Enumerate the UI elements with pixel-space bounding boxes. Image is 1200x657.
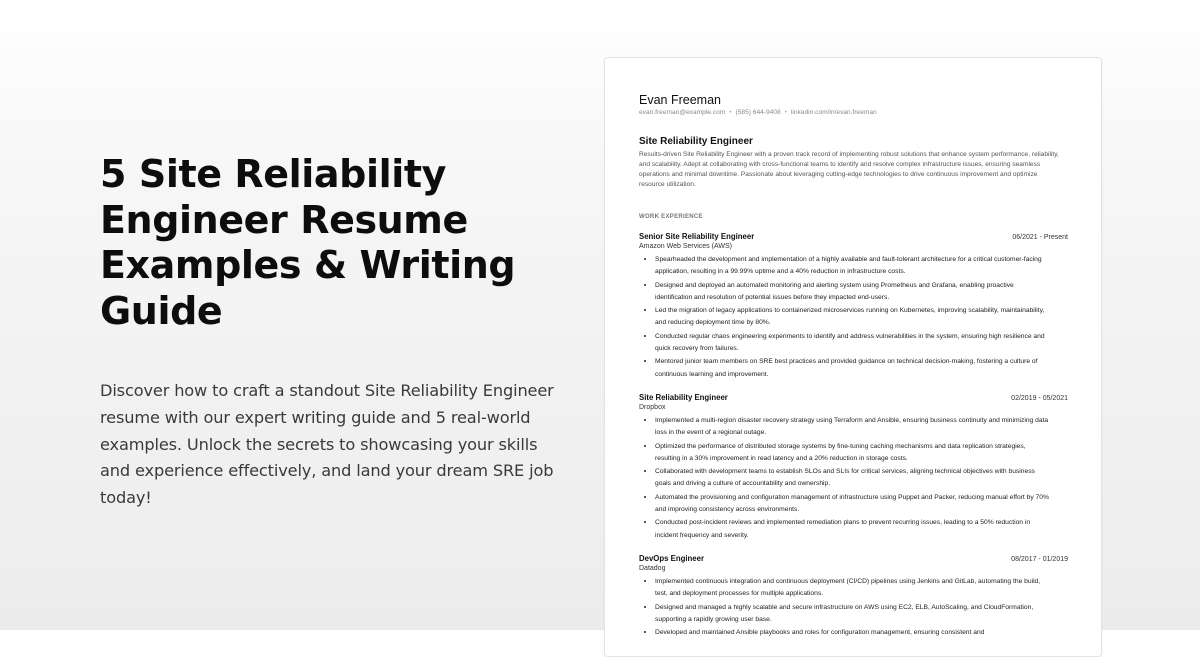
job-header [639, 393, 1068, 402]
job-title: Site Reliability Engineer [639, 392, 728, 402]
contact-separator: • [784, 109, 787, 116]
job-dates: 02/2019 - 05/2021 [1011, 394, 1068, 402]
job-bullet: • Implemented continuous integration and continuous deployment (CI/CD) pipelines using Jenkins and GitLab, automating the build, test, and deployment processes for multiple applications. [655, 575, 1050, 601]
contact-email: evan.freeman@example.com [639, 109, 726, 116]
resume-name: Evan Freeman [639, 93, 721, 107]
job-bullet: • Designed and managed a highly scalable and secure infrastructure on AWS using EC2, ELB, AutoScaling, and CloudFormation, supporting a rapidly growing user base. [655, 601, 1050, 627]
job-entry [639, 232, 1068, 381]
hero [100, 152, 570, 528]
job-bullet: • Collaborated with development teams to establish SLOs and SLIs for critical services, aligning technical objectives with business goals and driving a culture of accountability and ownership. [655, 465, 1050, 491]
job-entry [639, 554, 1068, 639]
job-company: Datadog [639, 564, 666, 572]
job-bullet: • Developed and maintained Ansible playbooks and roles for configuration management, ensuring consistent and [655, 626, 1050, 639]
job-bullet: • Automated the provisioning and configuration management of infrastructure using Puppet and Packer, reducing manual effort by 70% and improving consistency across environments. [655, 491, 1050, 517]
contact-phone: (585) 644-9408 [735, 109, 781, 116]
contact-linkedin: linkedin.com/in/evan.freeman [790, 109, 877, 116]
resume-contact [639, 109, 1068, 116]
resume-title: Site Reliability Engineer [639, 136, 753, 147]
page-description: Discover how to craft a standout Site Reliability Engineer resume with our expert writing guide and 5 real-world examples. Unlock the secrets to showcasing your skills and experience effectively, and land your dream SRE job today! [100, 381, 554, 508]
job-bullet: • Optimized the performance of distributed storage systems by fine-tuning caching mechanisms and data replication strategies, resulting in a 30% improvement in read latency and a 20% reduction in storage costs. [655, 440, 1050, 466]
job-header [639, 232, 1068, 241]
work-experience-list [639, 232, 1068, 639]
job-entry [639, 393, 1068, 542]
job-bullet: • Implemented a multi-region disaster recovery strategy using Terraform and Ansible, ensuring business continuity and minimizing data loss in the event of a regional outage. [655, 414, 1050, 440]
job-bullet: • Mentored junior team members on SRE best practices and provided guidance on technical decision-making, fostering a culture of continuous learning and improvement. [655, 355, 1050, 381]
job-dates: 06/2021 - Present [1012, 234, 1068, 241]
job-bullet: • Conducted regular chaos engineering experiments to identify and address vulnerabilities in the system, ensuring high resilience and quick recovery from failures. [655, 330, 1050, 356]
resume-summary: Results-driven Site Reliability Engineer with a proven track record of implementing robust solutions that enhance system performance, reliability, and scalability. Adept at collaborating with cross-functional teams to identify and resolve complex infrastructure issues, ensuring seamless operations and minimal downtime. Passionate about leveraging cutting-edge technologies to drive continuous improvement and optimize resource utilization. [639, 151, 1059, 188]
work-experience-heading: WORK EXPERIENCE [639, 214, 703, 220]
job-bullets [639, 414, 1068, 542]
job-bullet: • Led the migration of legacy applications to containerized microservices running on Kubernetes, improving scalability, maintainability, and reducing deployment time by 80%. [655, 304, 1050, 330]
job-company: Dropbox [639, 403, 666, 411]
page-title: 5 Site Reliability Engineer Resume Examples & Writing Guide [100, 152, 516, 333]
job-company: Amazon Web Services (AWS) [639, 243, 732, 250]
job-title: DevOps Engineer [639, 553, 704, 563]
resume-preview [604, 57, 1102, 657]
job-dates: 08/2017 - 01/2019 [1011, 555, 1068, 563]
job-bullet: • Spearheaded the development and implementation of a highly available and fault-tolerant architecture for a critical customer-facing application, resulting in a 99.99% uptime and a 40% reduction in infrastructure costs. [655, 253, 1050, 279]
job-bullets [639, 253, 1068, 381]
job-bullet: • Conducted post-incident reviews and implemented remediation plans to prevent recurring issues, leading to a 50% reduction in incident frequency and severity. [655, 516, 1050, 542]
job-bullet: • Designed and deployed an automated monitoring and alerting system using Prometheus and Grafana, enabling proactive identification and resolution of potential issues before they impacted end-users. [655, 279, 1050, 305]
job-title: Senior Site Reliability Engineer [639, 232, 755, 241]
contact-separator: • [729, 109, 732, 116]
job-header [639, 554, 1068, 563]
